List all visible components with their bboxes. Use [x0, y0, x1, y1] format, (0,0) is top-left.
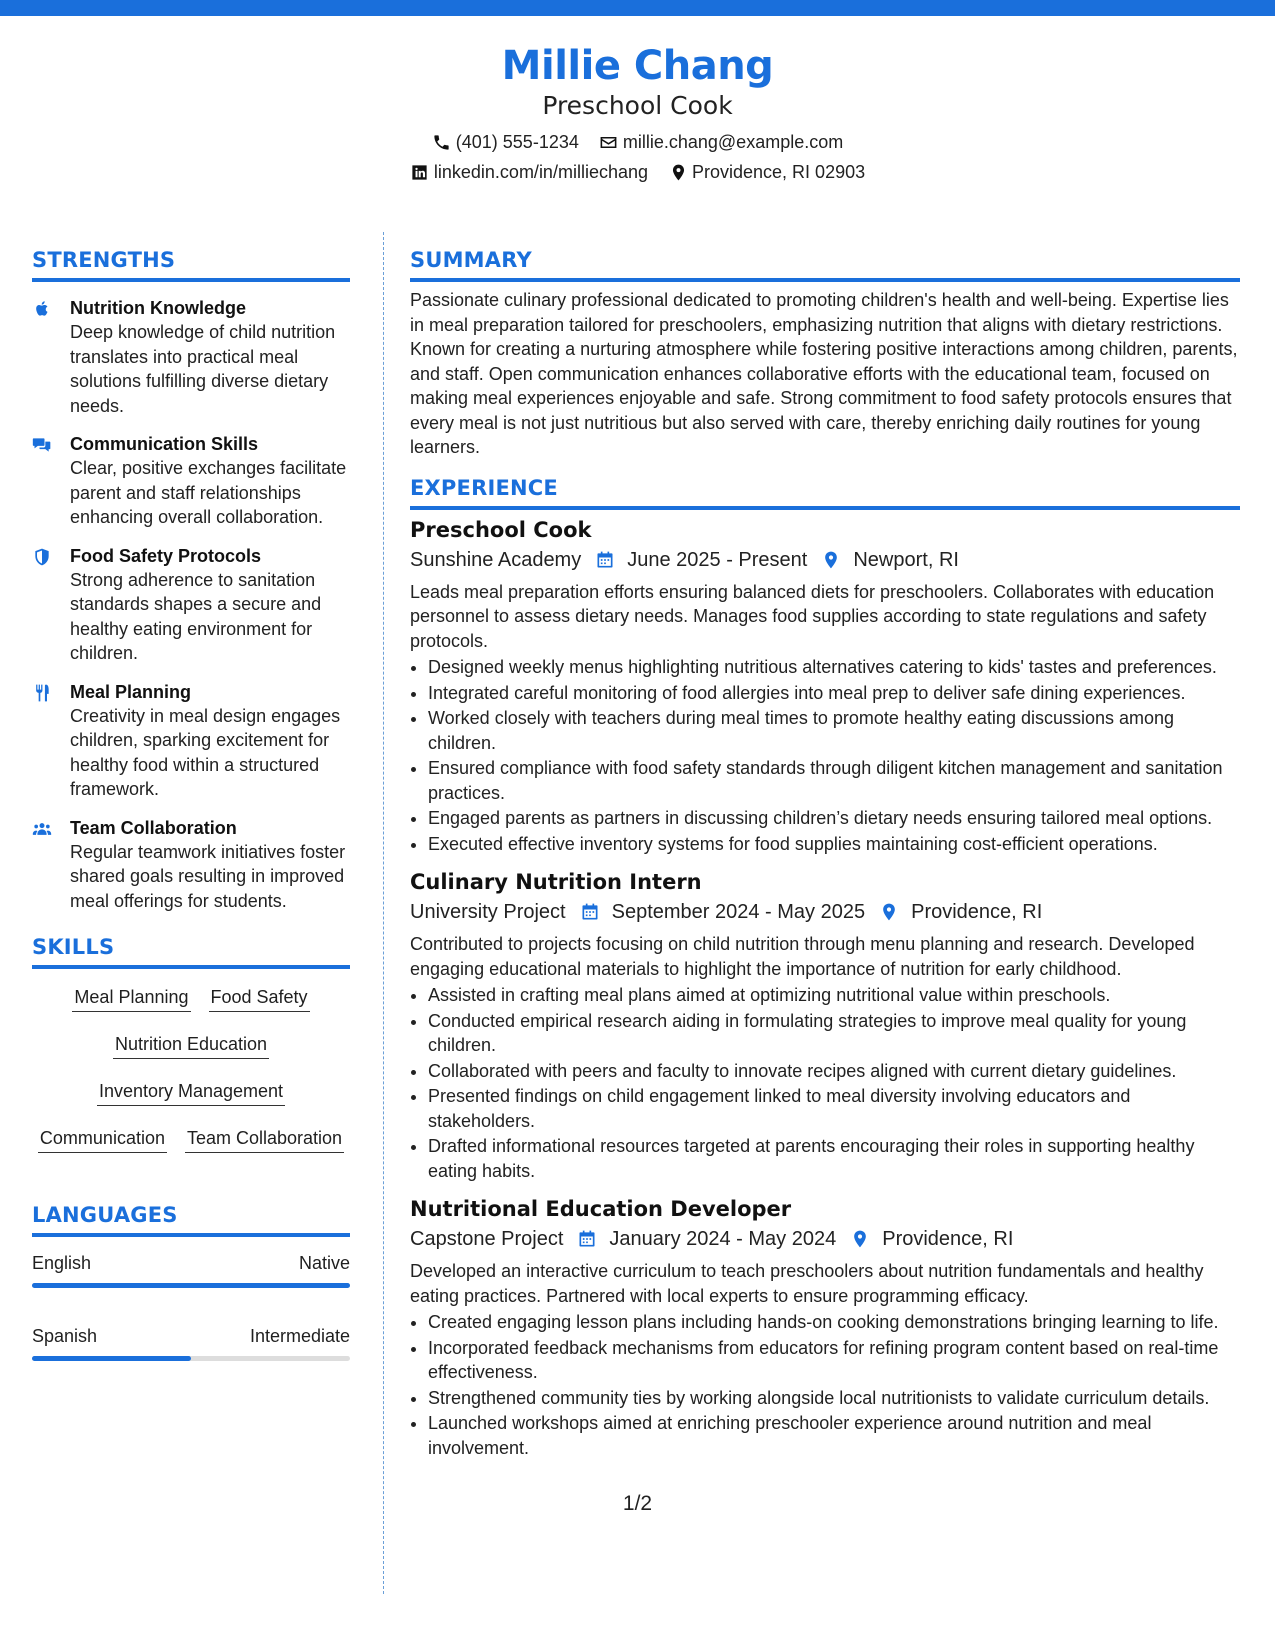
- strength-title: Communication Skills: [70, 434, 259, 454]
- top-accent-bar: [0, 0, 1275, 16]
- language-proficiency-fill: [32, 1283, 350, 1288]
- job-dates: June 2025 - Present: [627, 548, 808, 571]
- job-dates: January 2024 - May 2024: [609, 1228, 837, 1250]
- linkedin-icon: [410, 162, 430, 182]
- shield-icon: [32, 544, 70, 666]
- job-bullet: • Launched workshops aimed at enriching preschooler experience around nutrition and meal involvement.: [428, 1411, 1240, 1460]
- skill-tag: Team Collaboration: [185, 1124, 344, 1153]
- skill-tag: Inventory Management: [97, 1077, 285, 1106]
- strengths-heading: STRENGTHS: [32, 246, 350, 282]
- envelope-icon: [599, 132, 619, 152]
- experience-heading: EXPERIENCE: [410, 474, 1240, 510]
- job-bullets: [410, 655, 1240, 856]
- map-pin-icon: [850, 1228, 872, 1250]
- job-bullets: [410, 983, 1240, 1183]
- calendar-icon: [577, 1228, 599, 1250]
- language-proficiency-fill: [32, 1356, 191, 1361]
- job-location: Newport, RI: [853, 548, 959, 571]
- language-item: [32, 1324, 350, 1361]
- language-level: Native: [298, 1253, 350, 1273]
- language-level: Intermediate: [249, 1326, 350, 1346]
- contact-row-1: [0, 130, 1275, 154]
- strength-title: Meal Planning: [70, 681, 192, 702]
- job-entry: [410, 516, 1240, 857]
- job-bullet: • Conducted empirical research aiding in formulating strategies to improve meal quality for young children.: [428, 1009, 1240, 1058]
- skills-heading: SKILLS: [32, 933, 350, 969]
- strength-desc: Strong adherence to sanitation standards shapes a secure and healthy eating environment for children.: [70, 569, 322, 663]
- job-entry: [410, 1195, 1240, 1460]
- job-bullet: • Strengthened community ties by working alongside local nutritionists to validate curriculum details.: [428, 1386, 1240, 1411]
- map-pin-icon: [879, 901, 901, 923]
- skill-tag: Nutrition Education: [113, 1030, 269, 1059]
- contact-row-2: [0, 160, 1275, 184]
- strength-item: [32, 296, 350, 418]
- strength-desc: Deep knowledge of child nutrition translates into practical meal solutions fulfilling diverse dietary needs.: [70, 322, 336, 416]
- job-description: Leads meal preparation efforts ensuring balanced diets for preschoolers. Collaborates with education personnel to assess dietary needs. Manages food supplies according to state regulations and safety protocols.: [410, 581, 1215, 651]
- job-bullet: • Created engaging lesson plans including hands-on cooking demonstrations bringing learning to life.: [428, 1310, 1240, 1335]
- job-description: Contributed to projects focusing on child nutrition through menu planning and research. Developed engaging educational materials to highlight the importance of nutrition for early childhood.: [410, 934, 1195, 979]
- resume-header: [0, 40, 1275, 184]
- job-bullet: • Executed effective inventory systems for food supplies maintaining cost-efficient operations.: [428, 832, 1240, 857]
- location-text: Providence, RI 02903: [692, 162, 866, 182]
- map-pin-icon: [668, 162, 688, 182]
- language-proficiency-bar: [32, 1356, 350, 1361]
- strength-desc: Creativity in meal design engages children, sparking excitement for healthy food within a structured framework.: [70, 705, 341, 799]
- right-column: [410, 246, 1240, 1461]
- language-proficiency-bar: [32, 1283, 350, 1288]
- job-bullet: • Ensured compliance with food safety standards through diligent kitchen management and sanitation practices.: [428, 756, 1240, 805]
- language-name: English: [32, 1253, 92, 1273]
- job-bullet: • Worked closely with teachers during meal times to promote healthy eating discussions among children.: [428, 706, 1240, 755]
- skill-tag: Meal Planning: [72, 983, 190, 1012]
- job-dates: September 2024 - May 2025: [611, 901, 866, 923]
- strength-item: [32, 432, 350, 530]
- skill-tag: Food Safety: [209, 983, 310, 1012]
- job-bullet: • Integrated careful monitoring of food allergies into meal prep to deliver safe dining experiences.: [428, 681, 1240, 706]
- job-meta: [410, 1225, 1240, 1253]
- job-bullet: • Designed weekly menus highlighting nutritious alternatives catering to kids' tastes and preferences.: [428, 655, 1240, 680]
- strength-desc: Clear, positive exchanges facilitate parent and staff relationships enhancing overall collaboration.: [70, 458, 347, 527]
- job-location: Providence, RI: [911, 901, 1043, 923]
- skill-tag: Communication: [38, 1124, 167, 1153]
- summary-heading: SUMMARY: [410, 246, 1240, 282]
- job-organization: Capstone Project: [410, 1228, 564, 1250]
- job-bullet: • Drafted informational resources targeted at parents encouraging their roles in supporting healthy eating habits.: [428, 1134, 1240, 1183]
- strength-item: [32, 544, 350, 666]
- contact-email[interactable]: [599, 130, 843, 154]
- strength-title: Food Safety Protocols: [70, 545, 262, 566]
- job-bullets: [410, 1310, 1240, 1460]
- experience-list: [410, 516, 1240, 1461]
- job-meta: [410, 898, 1240, 926]
- skills-list: [32, 983, 350, 1171]
- strength-item: [32, 816, 350, 914]
- candidate-name: Millie Chang: [501, 43, 774, 89]
- job-title: Preschool Cook: [410, 517, 592, 542]
- email-text: millie.chang@example.com: [622, 132, 844, 152]
- strength-item: [32, 680, 350, 802]
- column-divider: [383, 232, 384, 1594]
- job-bullet: • Engaged parents as partners in discussing children’s dietary needs ensuring tailored meal options.: [428, 806, 1240, 831]
- job-location: Providence, RI: [882, 1228, 1014, 1250]
- job-meta: [410, 546, 1240, 574]
- job-bullet: • Presented findings on child engagement linked to meal diversity involving educators and stakeholders.: [428, 1084, 1240, 1133]
- strength-desc: Regular teamwork initiatives foster shared goals resulting in improved meal offerings for students.: [70, 841, 346, 911]
- contact-linkedin[interactable]: [410, 160, 648, 184]
- left-column: [32, 246, 350, 1361]
- calendar-icon: [595, 549, 617, 571]
- strength-title: Nutrition Knowledge: [70, 298, 246, 318]
- phone-icon: [432, 132, 452, 152]
- apple-icon: [32, 296, 70, 418]
- map-pin-icon: [821, 549, 843, 571]
- job-bullet: • Collaborated with peers and faculty to innovate recipes aligned with current dietary guidelines.: [428, 1059, 1240, 1084]
- page-number: 1/2: [622, 1492, 653, 1515]
- summary-text: Passionate culinary professional dedicated to promoting children's health and well-being. Expertise lies in meal preparation tailored for preschoolers, emphasizing nutrition that aligns with dietary restrictions. Known for creating a nurturing atmosphere while fostering positive interactions among children, parents, and staff. Open communication enhances collaborative efforts with the educational team, focused on making meal experiences enjoyable and safe. Strong commitment to food safety protocols ensures that every meal is not just nutritious but also served with care, thereby enriching daily routines for young learners.: [410, 290, 1238, 457]
- phone-text: (401) 555-1234: [455, 132, 579, 152]
- utensils-icon: [32, 680, 70, 802]
- language-name: Spanish: [32, 1326, 98, 1346]
- comments-icon: [32, 432, 70, 530]
- job-organization: University Project: [410, 901, 566, 923]
- contact-location: [668, 160, 865, 184]
- job-bullet: • Assisted in crafting meal plans aimed at optimizing nutritional value within preschools.: [428, 983, 1240, 1008]
- job-bullet: • Incorporated feedback mechanisms from educators for refining program content based on real-time effectiveness.: [428, 1336, 1240, 1385]
- languages-heading: LANGUAGES: [32, 1201, 350, 1237]
- users-icon: [32, 816, 70, 914]
- calendar-icon: [580, 901, 602, 923]
- job-entry: [410, 868, 1240, 1183]
- strength-title: Team Collaboration: [70, 817, 237, 838]
- candidate-title: Preschool Cook: [542, 91, 733, 120]
- job-description: Developed an interactive curriculum to teach preschoolers about nutrition fundamentals and healthy eating practices. Partnered with local experts to ensure programming efficacy.: [410, 1261, 1204, 1306]
- language-item: [32, 1251, 350, 1288]
- job-title: Culinary Nutrition Intern: [410, 870, 702, 894]
- job-title: Nutritional Education Developer: [410, 1197, 792, 1221]
- job-organization: Sunshine Academy: [410, 548, 582, 571]
- linkedin-text: linkedin.com/in/milliechang: [433, 162, 648, 182]
- contact-phone: [432, 130, 579, 154]
